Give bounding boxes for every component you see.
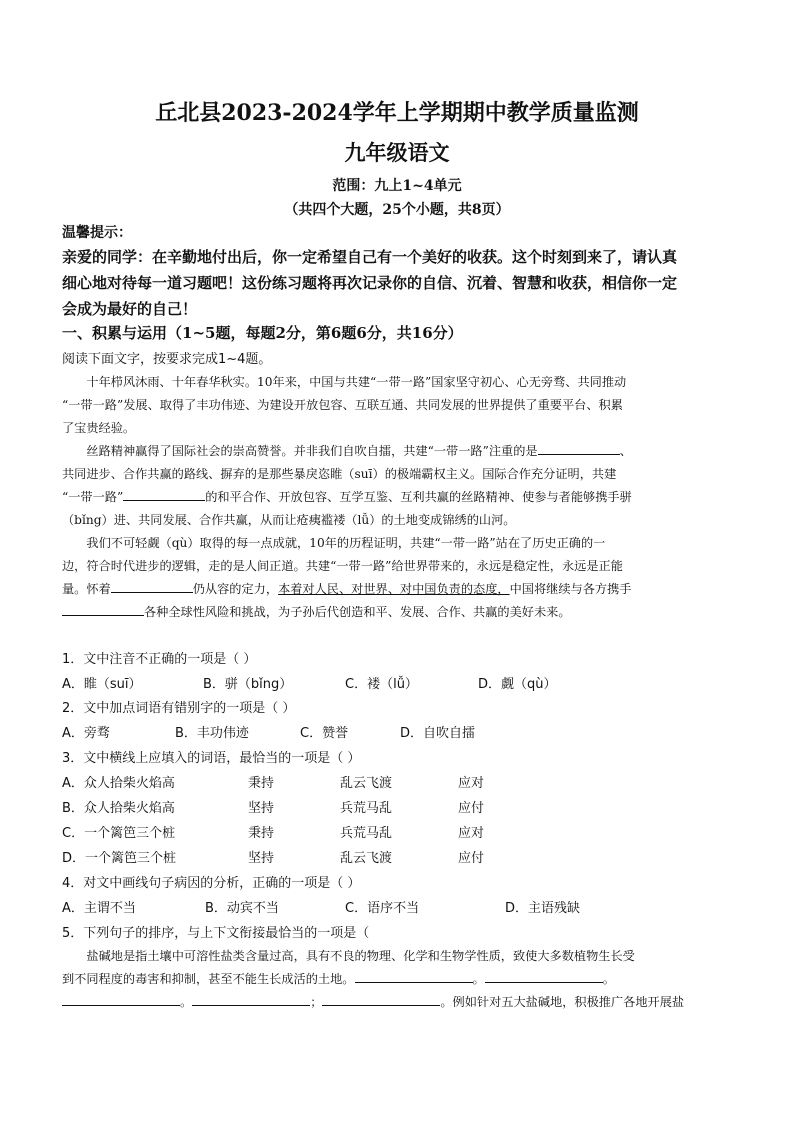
q4-option-b[interactable]: B．动宾不当: [205, 901, 279, 916]
question-5-stem: 5．下列句子的排序，与上下文衔接最恰当的一项是（: [62, 926, 370, 941]
q3-option-d[interactable]: D．一个篱笆三个桩: [62, 851, 177, 866]
q5-passage: [62, 945, 742, 1014]
fill-blank[interactable]: [485, 972, 603, 983]
q3-cell: 兵荒马乱: [340, 801, 393, 816]
passage-line: 边，符合时代进步的逻辑，走的是人间正道。共建“一带一路”给世界带来的，永远是稳定性，永远是正能: [62, 559, 623, 573]
q3-option-c[interactable]: C．一个篱笆三个桩: [62, 826, 176, 841]
q3-cell: 秉持: [248, 826, 275, 841]
q4-option-c[interactable]: C．语序不当: [345, 901, 420, 916]
q3-cell: 坚持: [248, 851, 275, 866]
q3-cell: 兵荒马乱: [340, 826, 393, 841]
passage-line: 。 ； 。例如针对五大盐碱地，积极推广各地开展盐: [62, 991, 742, 1014]
q3-cell: 秉持: [248, 776, 275, 791]
tips-line-1: 亲爱的同学：在辛勤地付出后，你一定希望自己有一个美好的收获。这个时刻到来了，请认真: [62, 248, 678, 266]
exam-scope: 范围：九上1~4单元: [332, 178, 462, 194]
passage-line: （bǐng）进、共同发展、合作共赢，从而让疮痍褴褛（lǚ）的土地变成锦绣的山河。: [62, 513, 516, 527]
fill-blank[interactable]: [192, 995, 310, 1006]
passage-line: 盐碱地是指土壤中可溶性盐类含量过高，具有不良的物理、化学和生物学性质，致使大多数植物生长受: [86, 949, 635, 963]
passage-line: 共同进步、合作共赢的路线、摒弃的是那些暴戾恣睢（suī）的极端霸权主义。国际合作充分证明，共建: [62, 467, 617, 481]
underlined-sentence: 本着对人民、对世界、对中国负责的态度，: [278, 582, 510, 596]
exam-title: 丘北县2023-2024学年上学期期中教学质量监测: [155, 100, 639, 126]
passage-line: 量。怀着 仍从容的定力，本着对人民、对世界、对中国负责的态度，中国将继续与各方携手: [62, 582, 632, 596]
section-1-instruction: 阅读下面文字，按要求完成1~4题。: [62, 352, 272, 367]
q3-option-a[interactable]: A．众人拾柴火焰高: [62, 776, 175, 791]
fill-blank[interactable]: [123, 490, 205, 501]
q3-cell: 应付: [458, 851, 485, 866]
q3-cell: 坚持: [248, 801, 275, 816]
passage-line: 十年栉风沐雨、十年春华秋实。10年来，中国与共建“一带一路”国家坚守初心、心无旁骛、共同推动: [86, 375, 627, 389]
passage-line: 我们不可轻觑（qù）取得的每一点成就，10年的历程证明，共建“一带一路”站在了历史正确的一: [86, 536, 606, 550]
passage-line: 到不同程度的毒害和抑制，甚至不能生长成活的土地。 。 。: [62, 972, 615, 986]
q1-option-a[interactable]: A．睢（suī）: [62, 677, 142, 692]
q2-option-a[interactable]: A．旁骛: [62, 726, 110, 741]
q3-cell: 乱云飞渡: [340, 776, 393, 791]
q3-cell: 应对: [458, 776, 485, 791]
passage-line: 丝路精神赢得了国际社会的崇高赞誉。并非我们自吹自擂，共建“一带一路”注重的是 、: [86, 444, 632, 458]
q4-option-d[interactable]: D．主语残缺: [505, 901, 581, 916]
q4-option-a[interactable]: A．主谓不当: [62, 901, 136, 916]
fill-blank[interactable]: [62, 605, 144, 616]
fill-blank[interactable]: [62, 995, 180, 1006]
tips-line-2: 细心地对待每一道习题吧！这份练习题将再次记录你的自信、沉着、智慧和收获，相信你一定: [62, 274, 678, 292]
q3-cell: 应付: [458, 801, 485, 816]
tips-line-3: 会成为最好的自己！: [62, 300, 198, 318]
fill-blank[interactable]: [355, 972, 473, 983]
q2-option-c[interactable]: C．赞誉: [300, 726, 349, 741]
question-4-stem: 4．对文中画线句子病因的分析，正确的一项是（ ）: [62, 876, 361, 891]
section-1-heading: 一、积累与运用（1~5题，每题2分，第6题6分，共16分）: [62, 324, 463, 342]
q2-option-b[interactable]: B．丰功伟迹: [175, 726, 249, 741]
passage-line: 各种全球性风险和挑战，为子孙后代创造和平、发展、合作、共赢的美好未来。: [62, 601, 742, 624]
fill-blank[interactable]: [538, 444, 620, 455]
question-3-stem: 3．文中横线上应填入的词语，最恰当的一项是（ ）: [62, 751, 361, 766]
fill-blank[interactable]: [322, 995, 440, 1006]
tips-label: 温馨提示：: [62, 225, 132, 241]
passage-line: “一带一路”发展、取得了丰功伟迹、为建设开放包容、互联互通、共同发展的世界提供了重要平台、积累: [62, 398, 623, 412]
q2-option-d[interactable]: D．自吹自擂: [400, 726, 476, 741]
q1-option-d[interactable]: D．觑（qù）: [478, 677, 557, 692]
reading-passage: [62, 371, 742, 624]
passage-line: “一带一路” 的和平合作、开放包容、互学互鉴、互利共赢的丝路精神、使参与者能够携手骈: [62, 490, 632, 504]
q3-cell: 乱云飞渡: [340, 851, 393, 866]
q1-option-b[interactable]: B．骈（bǐng）: [203, 677, 293, 692]
exam-subject: 九年级语文: [344, 140, 450, 165]
question-1-stem: 1．文中注音不正确的一项是（ ）: [62, 652, 257, 667]
passage-line: 了宝贵经验。: [62, 421, 136, 435]
q1-option-c[interactable]: C．褛（lǚ）: [345, 677, 418, 692]
question-2-stem: 2．文中加点词语有错别字的一项是（ ）: [62, 701, 296, 716]
q3-option-b[interactable]: B．众人拾柴火焰高: [62, 801, 175, 816]
fill-blank[interactable]: [111, 582, 193, 593]
q3-cell: 应对: [458, 826, 485, 841]
exam-structure: （共四个大题，25个小题，共8页）: [284, 202, 510, 218]
